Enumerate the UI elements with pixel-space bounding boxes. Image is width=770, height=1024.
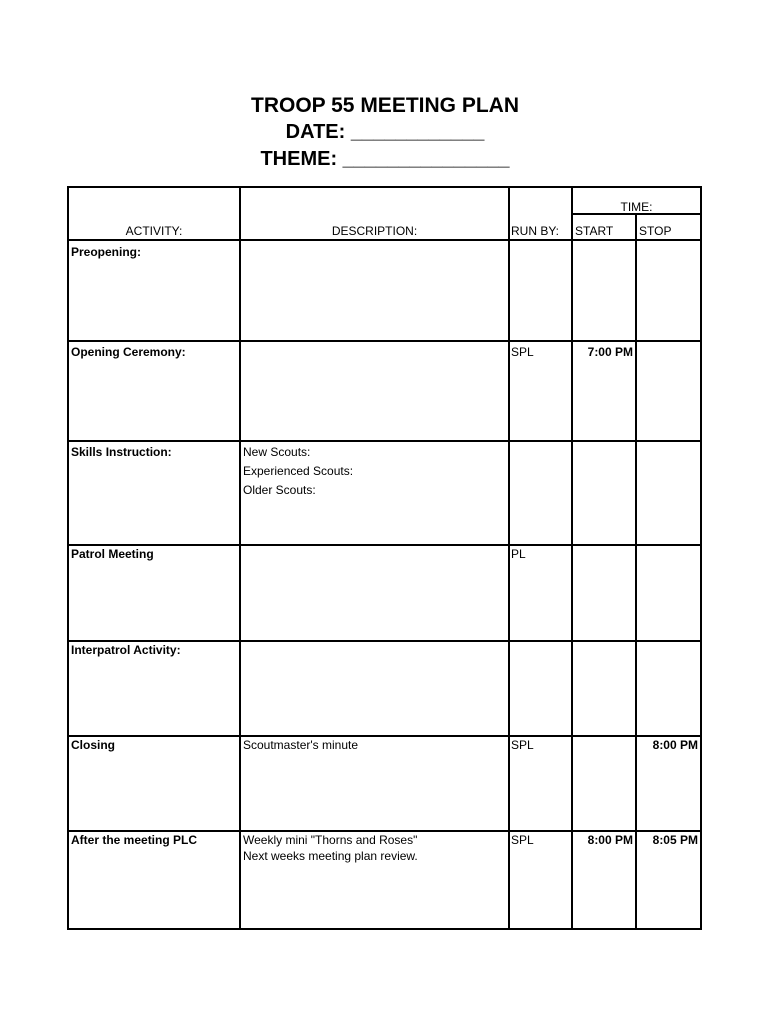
col-divider-start	[635, 213, 637, 930]
row-divider	[67, 544, 702, 546]
row-divider	[67, 830, 702, 832]
start-header: START	[575, 224, 614, 238]
activity-cell: Preopening:	[71, 245, 142, 259]
meeting-plan-table	[67, 186, 702, 930]
col-divider-activity	[239, 186, 241, 930]
runby-cell: SPL	[511, 738, 534, 752]
description-line: Weekly mini "Thorns and Roses"	[243, 833, 418, 847]
stop-header: STOP	[639, 224, 672, 238]
stop-cell: 8:05 PM	[652, 833, 698, 847]
start-cell: 8:00 PM	[587, 833, 633, 847]
runby-cell: PL	[511, 547, 526, 561]
description-line: New Scouts:	[243, 445, 311, 459]
col-divider-description	[508, 186, 510, 930]
activity-cell: Closing	[71, 738, 115, 752]
description-line: Experienced Scouts:	[243, 464, 354, 478]
activity-cell: Interpatrol Activity:	[71, 643, 181, 657]
description-line: Scoutmaster's minute	[243, 738, 359, 752]
description-line: Next weeks meeting plan review.	[243, 849, 418, 863]
date-line: DATE: ____________	[285, 121, 485, 143]
activity-cell: Opening Ceremony:	[71, 345, 186, 359]
row-divider	[67, 440, 702, 442]
row-divider	[67, 735, 702, 737]
row-divider	[67, 340, 702, 342]
page-title: TROOP 55 MEETING PLAN	[251, 94, 519, 117]
description-line: Older Scouts:	[243, 483, 316, 497]
description-header: DESCRIPTION:	[331, 224, 418, 238]
activity-cell: Patrol Meeting	[71, 547, 154, 561]
row-divider	[67, 640, 702, 642]
activity-cell: After the meeting PLC	[71, 833, 198, 847]
start-cell: 7:00 PM	[587, 345, 633, 359]
activity-header: ACTIVITY:	[125, 224, 183, 238]
runby-header: RUN BY:	[511, 224, 560, 238]
stop-cell: 8:00 PM	[652, 738, 698, 752]
runby-cell: SPL	[511, 833, 534, 847]
header-bottom-line	[67, 239, 702, 241]
col-divider-runby	[571, 186, 573, 930]
runby-cell: SPL	[511, 345, 534, 359]
time-header: TIME:	[620, 200, 653, 214]
activity-cell: Skills Instruction:	[71, 445, 172, 459]
theme-line: THEME: _______________	[260, 148, 510, 170]
